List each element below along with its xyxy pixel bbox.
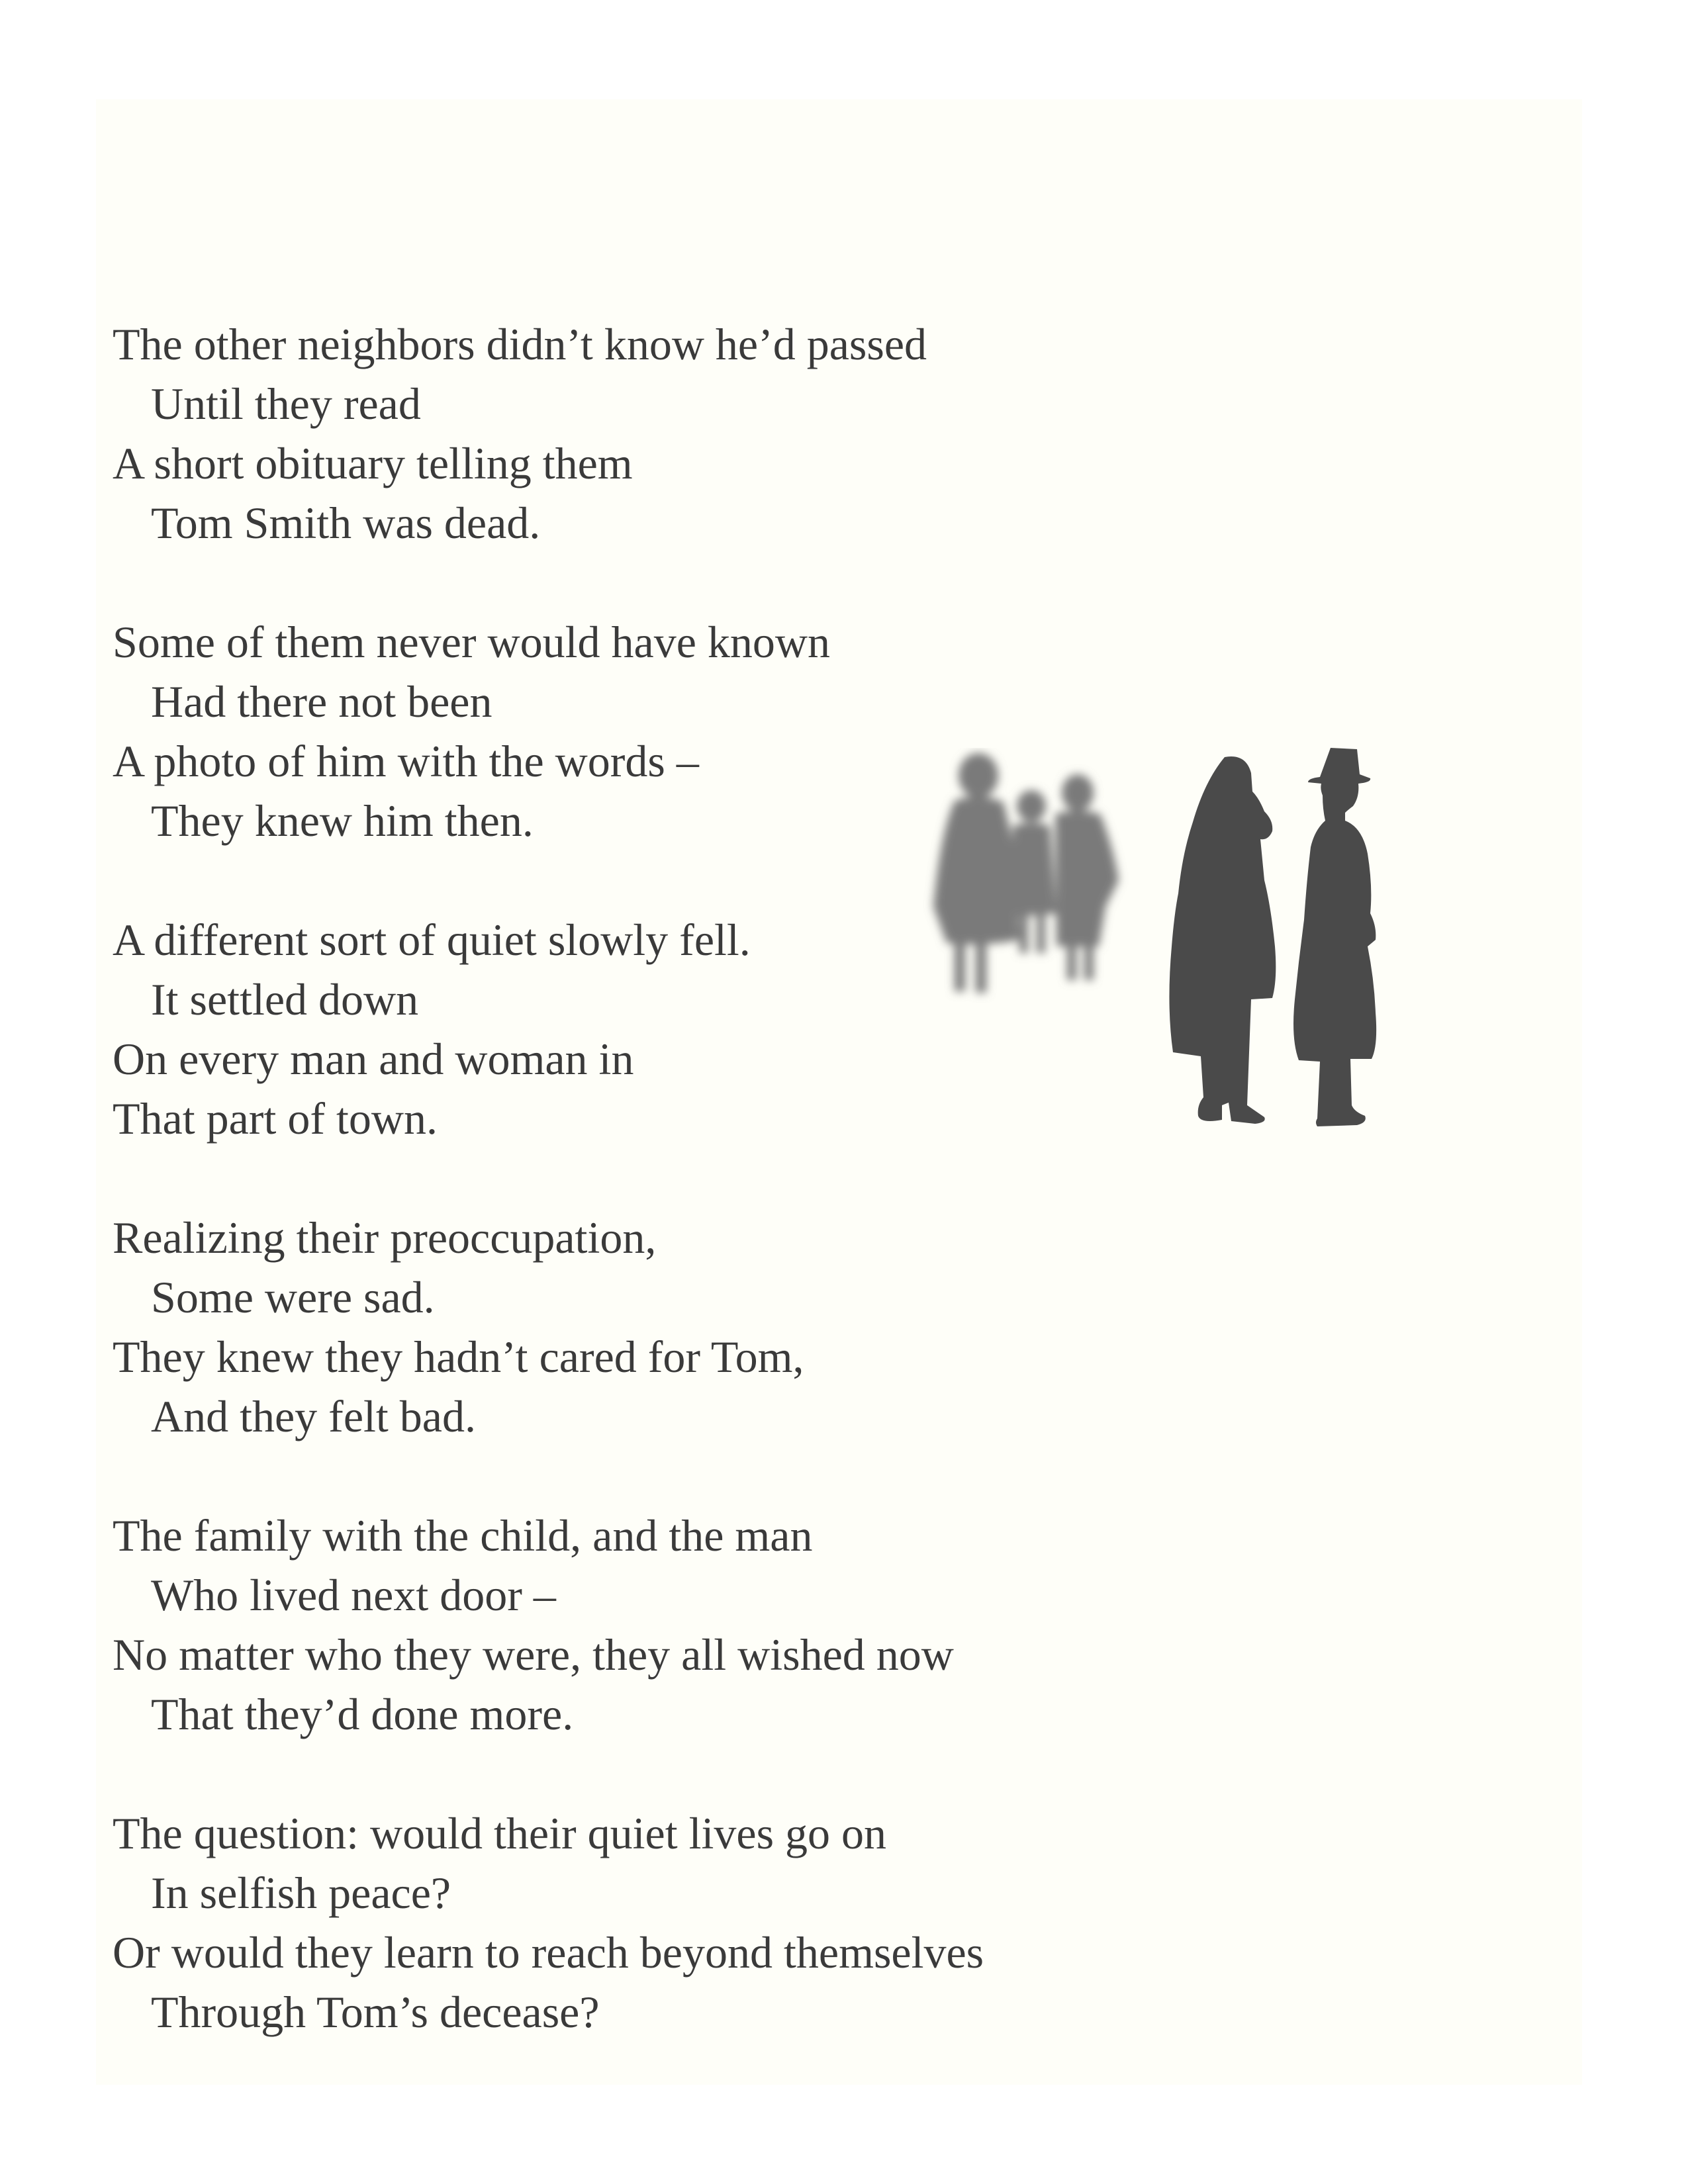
- poem-line: A photo of him with the words –: [113, 736, 699, 786]
- poem-line: That part of town.: [113, 1093, 438, 1144]
- poem-line: Some of them never would have known: [113, 617, 830, 667]
- poem-line: They knew him then.: [151, 796, 534, 846]
- poem-line: Some were sad.: [151, 1272, 435, 1322]
- poem-stanza: [113, 1506, 1105, 1744]
- poem-line: They knew they hadn’t cared for Tom,: [113, 1332, 804, 1382]
- poem-stanza: [113, 1208, 1105, 1446]
- blurred-family-icon: [933, 753, 1119, 993]
- poem-line: In selfish peace?: [151, 1868, 451, 1918]
- poem-line: The family with the child, and the man: [113, 1510, 813, 1561]
- poem-line: The question: would their quiet lives go on: [113, 1808, 887, 1858]
- poem-line: It settled down: [151, 974, 419, 1024]
- poem-line: A short obituary telling them: [113, 438, 633, 488]
- poem-stanza: [113, 314, 1105, 553]
- poem-line: Or would they learn to reach beyond themselves: [113, 1927, 984, 1978]
- poem-line: A different sort of quiet slowly fell.: [113, 915, 751, 965]
- poem-line: Until they read: [151, 379, 421, 429]
- poem-line: That they’d done more.: [151, 1689, 574, 1739]
- poem-line: Who lived next door –: [151, 1570, 556, 1620]
- poem-line: And they felt bad.: [151, 1391, 476, 1441]
- poem-line: Through Tom’s decease?: [151, 1987, 600, 2037]
- poem-line: The other neighbors didn’t know he’d passed: [113, 319, 927, 369]
- poem-line: Tom Smith was dead.: [151, 498, 541, 548]
- poem-stanza: [113, 1803, 1105, 2042]
- poem-line: Had there not been: [151, 676, 492, 727]
- poem-line: No matter who they were, they all wished now: [113, 1629, 954, 1680]
- two-neighbors-icon: [1169, 748, 1376, 1126]
- silhouette-illustration: [920, 748, 1476, 1185]
- poem-line: On every man and woman in: [113, 1034, 634, 1084]
- poem-line: Realizing their preoccupation,: [113, 1212, 657, 1263]
